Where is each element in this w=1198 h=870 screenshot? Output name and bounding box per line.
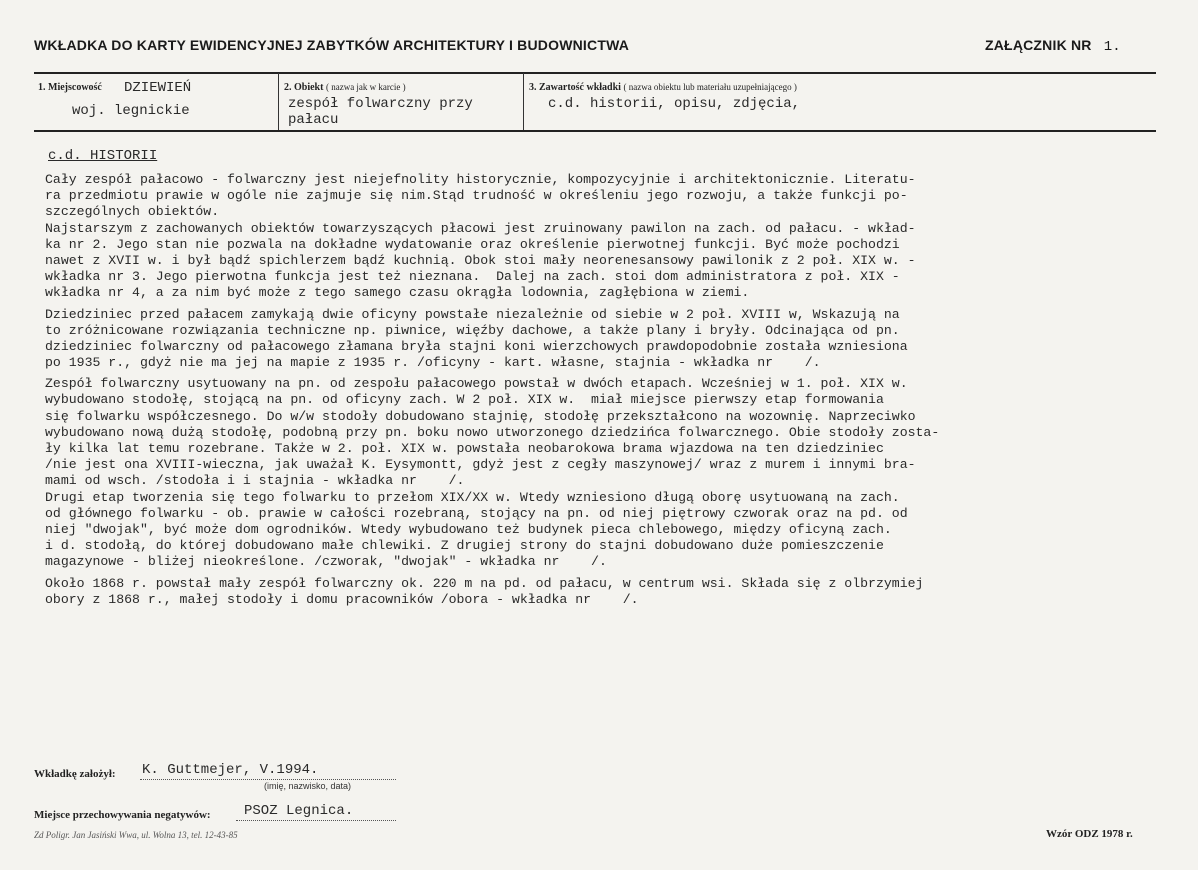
top-rule [34,72,1156,74]
field-2-label [284,82,406,93]
field-2-label-text: 2. Obiekt [284,82,324,93]
field-1-label: 1. Miejscowość [38,82,102,93]
prepared-by-value: K. Guttmejer, V.1994. [142,762,319,778]
form-reference: Wzór ODZ 1978 r. [1046,828,1133,840]
text-line: ły kilka lat temu rozebrane. Także w 2. poł. XIX w. powstała neobarokowa brama wjazdowa na ten dziedziniec [45,441,884,456]
attachment-label-text: ZAŁĄCZNIK NR [985,37,1092,53]
text-line: nawet z XVII w. i był bądź spichlerzem bądź kuchnią. Obok stoi mały neorenesansowy pawilonik z 2 poł. XIX w. - [45,252,916,268]
text-line: Najstarszym z zachowanych obiektów towarzyszących płacowi jest zruinowany pawilon na zach. od pałacu. - wkład- [45,220,916,236]
field-3-label [529,82,797,93]
text-line: i d. stodołą, do której dobudowano małe chlewiki. Z drugiej strony do stajni dobudowano duże pomieszczenie [45,538,884,554]
text-line: niej "dwojak", być może dom ogrodników. Wtedy wybudowano też budynek pieca chlebowego, między oficyną zach. [45,521,892,537]
text-line: wybudowano stodołę, stojącą na pn. od oficyny zach. W 2 poł. XIX w. miał miejsce pierwszy etap formowania [45,392,884,408]
text-line: dziedziniec folwarczny od pałacowego złamana bryła stajni koni wierzchowych prawdopodobnie została wzniesiona [45,338,908,354]
field-3-label-text: 3. Zawartość wkładki [529,82,621,93]
field-1-value-region: woj. legnickie [72,103,190,119]
prepared-by-hint: (imię, nazwisko, data) [264,781,352,791]
text-line: po 1935 r., gdyż nie ma jej na mapie z 1935 r. /oficyny - kart. własne, stajnia - wkładka nr /. [45,355,821,371]
field-1-value-place: DZIEWIEŃ [124,80,192,96]
attachment-number: 1. [1103,39,1121,55]
text-line: Zespół folwarczny usytuowany na pn. od zespołu pałacowego powstał w dwóch etapach. Wcześniej w 1. poł. XIX w. [45,376,908,392]
text-line: się folwarku współczesnego. Do w/w stodoły dobudowano stajnię, stodołę przekształcono na wozownię. Naprzeciwko [45,408,916,424]
text-line: Dziedziniec przed pałacem zamykają dwie oficyny powstałe niezależnie od siebie w 2 poł. XVIII w, Wskazują na [45,306,900,322]
prepared-by-label: Wkładkę założył: [34,768,116,780]
field-3-value: c.d. historii, opisu, zdjęcia, [548,96,801,112]
section-title: c.d. HISTORII [48,148,158,164]
text-line: wkładka nr 3. Jego pierwotna funkcja jest też nieznana. Dalej na zach. stoi dom administratora z poł. XIX - [45,269,900,285]
text-line: obory z 1868 r., małej stodoły i domu pracowników /obora - wkładka nr /. [45,591,639,607]
field-2-label-hint: ( nazwa jak w karcie ) [325,82,406,92]
field-2-value-line2: pałacu [288,112,339,128]
text-line: wkładka nr 4, a za nim być może z tego samego czasu okrągła lodownia, zagłębiona w ziemi. [45,285,750,301]
attachment-label [985,37,1121,55]
document-title: WKŁADKA DO KARTY EWIDENCYJNEJ ZABYTKÓW ARCHITEKTURY I BUDOWNICTWA [34,37,630,53]
text-line: szczególnych obiektów. [45,204,220,220]
text-line: magazynowe - bliżej nieokreślone. /czworak, "dwojak" - wkładka nr /. [45,554,607,570]
text-line: to zróżnicowane rozwiązania techniczne np. piwnice, więźby dachowe, a także plany i bryły. Odcinająca od pn. [45,322,900,338]
negatives-location-value: PSOZ Legnica. [244,803,354,819]
negatives-location-label: Miejsce przechowywania negatywów: [34,809,211,821]
text-line: ka nr 2. Jego stan nie pozwala na dokładne wydatowanie oraz określenie pierwotnej funkcji. Być może pochodzi [45,236,900,252]
history-text [45,172,939,608]
negatives-dotted-line [236,820,396,821]
field-2-value-line1: zespół folwarczny przy [288,96,473,112]
printer-imprint: Zd Poligr. Jan Jasiński Wwa, ul. Wolna 13, tel. 12-43-85 [34,830,238,840]
text-line: wybudowano nową dużą stodołę, podobną przy pn. boku nowo utworzonego dziedzińca folwarcznego. Obie stodoły zosta- [45,424,940,440]
text-line: mami od wsch. /stodoła i i stajnia - wkładka nr /. [45,473,465,489]
text-line: Cały zespół pałacowo - folwarczny jest niejefnolity historycznie, kompozycyjnie i architektonicznie. Literatu- [45,172,916,187]
prepared-by-dotted-line [140,779,396,780]
fields-bottom-rule [34,130,1156,132]
text-line: /nie jest ona XVIII-wieczna, jak uważał K. Eysymontt, gdyż jest z cegły maszynowej/ wraz z murem i innymi bra- [45,457,916,473]
field-divider-1 [278,73,279,130]
field-3-label-hint: ( nazwa obiektu lub materiału uzupełniającego ) [623,82,797,92]
text-line: Drugi etap tworzenia się tego folwarku to przełom XIX/XX w. Wtedy wzniesiono długą oborę usytuowaną na zach. [45,489,900,505]
text-line: ra przedmiotu prawie w ogóle nie zajmuje się nim.Stąd trudność w określeniu jego rozwoju, a także funkcji po- [45,188,908,204]
text-line: Około 1868 r. powstał mały zespół folwarczny ok. 220 m na pd. od pałacu, w centrum wsi. Składa się z olbrzymiej [45,575,924,591]
text-line: od głównego folwarku - ob. prawie w całości rozebraną, stojący na pn. od niej piętrowy czworak oraz na pd. od [45,505,908,521]
field-divider-2 [523,73,524,130]
